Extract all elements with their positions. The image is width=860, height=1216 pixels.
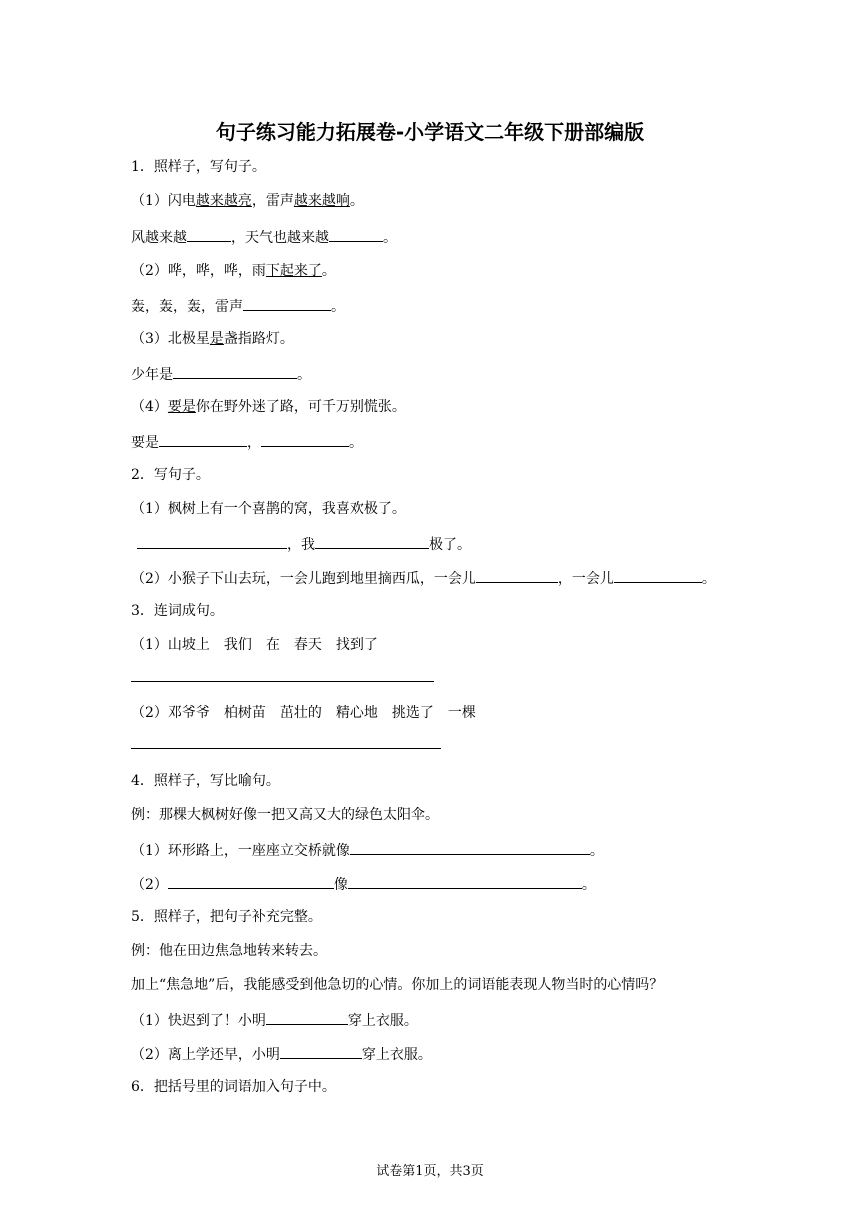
answer-blank[interactable] xyxy=(350,840,590,855)
underlined-text: 是 xyxy=(209,331,224,347)
question-5-sentence-2 xyxy=(131,1044,432,1064)
question-4-heading: 4．照样子，写比喻句。 xyxy=(131,773,280,789)
text: （1） xyxy=(131,637,168,653)
text: （2） xyxy=(131,877,168,893)
text: （2）离上学还早，小明 xyxy=(131,1047,280,1063)
underlined-text: 越来越响 xyxy=(293,193,350,209)
text: （3）北极星 xyxy=(131,331,210,347)
question-3-words-1 xyxy=(131,636,378,654)
page-title: 句子练习能力拓展卷-小学语文二年级下册部编版 xyxy=(215,120,645,144)
answer-blank[interactable] xyxy=(348,874,582,889)
word: 我们 xyxy=(223,637,252,653)
question-1-sentence-3 xyxy=(131,330,294,348)
text: 要是 xyxy=(131,435,159,451)
word: 在 xyxy=(265,637,280,653)
question-2-sentence-1: （1）枫树上有一个喜鹊的窝，我喜欢极了。 xyxy=(131,501,406,517)
answer-blank[interactable] xyxy=(243,296,331,311)
text: 。 xyxy=(349,193,364,209)
answer-blank[interactable] xyxy=(168,874,334,889)
answer-blank[interactable] xyxy=(261,432,349,447)
text: 盏指路灯。 xyxy=(223,331,294,347)
answer-blank[interactable] xyxy=(159,432,247,447)
question-6-heading: 6．把括号里的词语加入句子中。 xyxy=(131,1079,336,1095)
text: （1）环形路上，一座座立交桥就像 xyxy=(131,843,350,859)
answer-blank[interactable] xyxy=(173,364,297,379)
question-2-sentence-2 xyxy=(131,568,716,588)
answer-line[interactable] xyxy=(131,748,441,749)
question-1-fill-4 xyxy=(131,432,363,452)
word: 邓爷爷 xyxy=(167,705,210,721)
question-1-sentence-4 xyxy=(131,398,406,416)
answer-line[interactable] xyxy=(131,681,434,682)
text: 你在野外迷了路，可千万别慌张。 xyxy=(195,399,406,415)
text: 。 xyxy=(321,263,336,279)
text: 。 xyxy=(581,877,596,893)
question-5-heading: 5．照样子，把句子补充完整。 xyxy=(131,909,322,925)
underlined-text: 下起来了 xyxy=(265,263,322,279)
underlined-text: 要是 xyxy=(167,399,196,415)
text: 。 xyxy=(297,367,311,383)
text: 穿上衣服。 xyxy=(347,1013,418,1029)
question-1-fill-2 xyxy=(131,296,345,316)
word: 精心地 xyxy=(335,705,378,721)
answer-blank[interactable] xyxy=(315,534,429,549)
question-1-sentence-2 xyxy=(131,262,336,280)
text: （2）哗，哗，哗，雨 xyxy=(131,263,266,279)
question-2-fill-1 xyxy=(137,534,471,554)
text: ，雷声 xyxy=(251,193,294,209)
answer-blank[interactable] xyxy=(137,534,287,549)
text: 。 xyxy=(383,230,397,246)
text: ，一会儿 xyxy=(557,571,614,587)
question-4-sentence-2 xyxy=(131,874,596,894)
word: 柏树苗 xyxy=(223,705,266,721)
text: （1）闪电 xyxy=(131,193,196,209)
text: 。 xyxy=(349,435,363,451)
question-4-sentence-1 xyxy=(131,840,604,860)
page-footer: 试卷第1页，共3页 xyxy=(376,1164,484,1179)
text: （2） xyxy=(131,705,168,721)
question-5-sentence-1 xyxy=(131,1010,418,1030)
text: 。 xyxy=(701,571,716,587)
text: 风越来越 xyxy=(131,230,187,246)
answer-blank[interactable] xyxy=(266,1010,348,1025)
question-4-example: 例：那棵大枫树好像一把又高又大的绿色太阳伞。 xyxy=(131,807,439,823)
question-5-example: 例：他在田边焦急地转来转去。 xyxy=(131,943,327,959)
text: 轰，轰，轰，雷声 xyxy=(131,299,243,315)
word: 找到了 xyxy=(335,637,378,653)
answer-blank[interactable] xyxy=(187,227,231,242)
question-3-words-2 xyxy=(131,704,476,722)
text: 少年是 xyxy=(131,367,173,383)
word: 挑选了 xyxy=(391,705,434,721)
word: 一棵 xyxy=(447,705,476,721)
text: 穿上衣服。 xyxy=(361,1047,432,1063)
answer-blank[interactable] xyxy=(476,568,558,583)
answer-blank[interactable] xyxy=(614,568,702,583)
question-1-fill-1 xyxy=(131,227,397,247)
text: 极了。 xyxy=(429,537,471,553)
text: 。 xyxy=(331,299,345,315)
text: ，天气也越来越 xyxy=(231,230,329,246)
text: （1）快迟到了！小明 xyxy=(131,1013,266,1029)
question-3-heading: 3．连词成句。 xyxy=(131,603,224,619)
question-1-sentence-1 xyxy=(131,192,364,210)
question-1-heading: 1．照样子，写句子。 xyxy=(131,159,266,175)
text: （4） xyxy=(131,399,168,415)
question-2-heading: 2．写句子。 xyxy=(131,467,210,483)
text: ，我 xyxy=(287,537,315,553)
text: 。 xyxy=(589,843,604,859)
answer-blank[interactable] xyxy=(280,1044,362,1059)
question-1-fill-3 xyxy=(131,364,311,384)
text: （2）小猴子下山去玩，一会儿跑到地里摘西瓜，一会儿 xyxy=(131,571,476,587)
text: 像 xyxy=(333,877,348,893)
word: 山坡上 xyxy=(167,637,210,653)
text: ， xyxy=(247,435,261,451)
word: 茁壮的 xyxy=(279,705,322,721)
word: 春天 xyxy=(293,637,322,653)
answer-blank[interactable] xyxy=(329,227,383,242)
question-5-note: 加上“焦急地”后，我能感受到他急切的心情。你加上的词语能表现人物当时的心情吗？ xyxy=(131,977,664,993)
underlined-text: 越来越亮 xyxy=(195,193,252,209)
